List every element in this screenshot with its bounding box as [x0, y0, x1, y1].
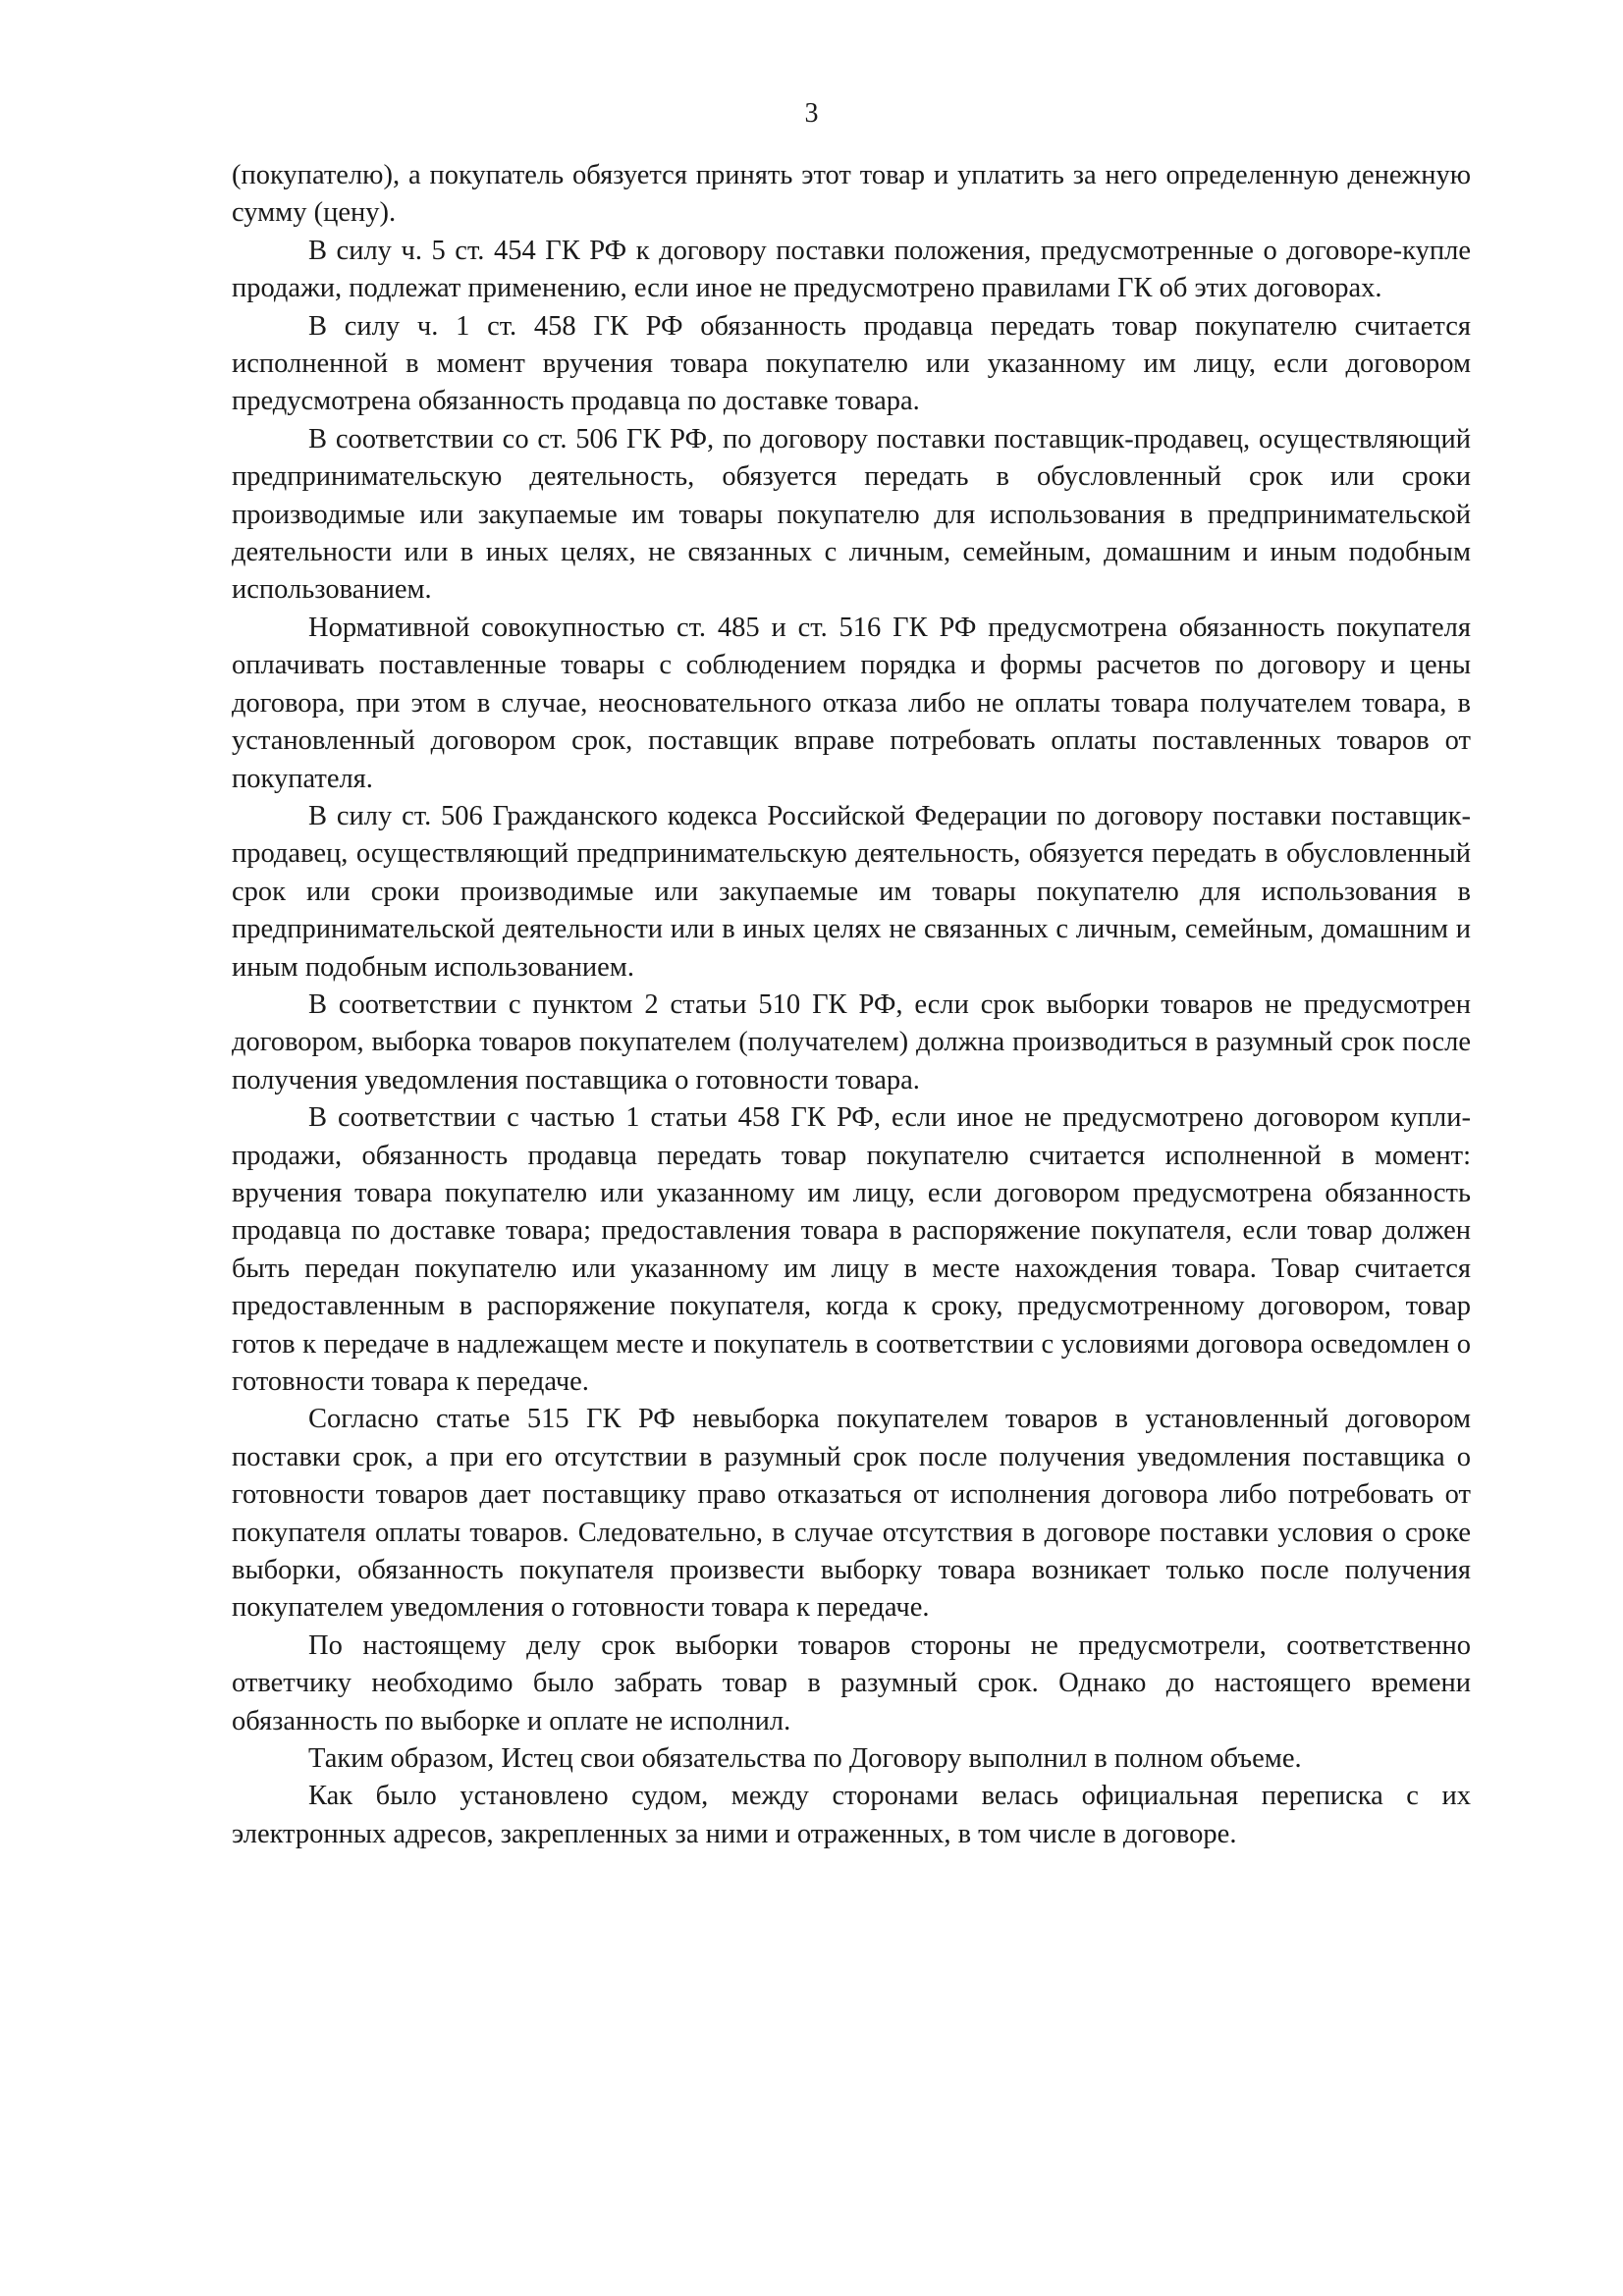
paragraph: Согласно статье 515 ГК РФ невыборка покупателем товаров в установленный договором поставки срок, а при его отсутствии в разумный срок после получения уведомления поставщика о готовности товаров дает поставщику право отказаться от исполнения договора либо потребовать от покупателя оплаты товаров. Следовательно, в случае отсутствия в договоре поставки условия о сроке выборки, обязанность покупателя произвести выборку товара возникает только после получения покупателем уведомления о готовности товара к передаче. [232, 1404, 1471, 1624]
paragraph: В соответствии со ст. 506 ГК РФ, по договору поставки поставщик-продавец, осуществляющий предпринимательскую деятельность, обязуется передать в обусловленный срок или сроки производимые или закупаемые им товары покупателю для использования в предпринимательской деятельности или в иных целях, не связанных с личным, семейным, домашним и иным подобным использованием. [232, 423, 1471, 606]
paragraph: Таким образом, Истец свои обязательства по Договору выполнил в полном объеме. [308, 1743, 1302, 1775]
paragraph: Нормативной совокупностью ст. 485 и ст. 516 ГК РФ предусмотрена обязанность покупателя оплачивать поставленные товары с соблюдением порядка и формы расчетов по договору и цены договора, при этом в случае, неосновательного отказа либо не оплаты товара получателем товара, в установленный договором срок, поставщик вправе потребовать оплаты поставленных товаров от покупателя. [232, 612, 1471, 794]
paragraph: В силу ст. 506 Гражданского кодекса Российской Федерации по договору поставки поставщик-продавец, осуществляющий предпринимательскую деятельность, обязуется передать в обусловленный срок или сроки производимые или закупаемые им товары покупателю для использования в предпринимательской деятельности или в иных целях не связанных с личным, семейным, домашним и иным подобным использованием. [232, 800, 1471, 983]
paragraph: По настоящему делу срок выборки товаров стороны не предусмотрели, соответственно ответчику необходимо было забрать товар в разумный срок. Однако до настоящего времени обязанность по выборке и оплате не исполнил. [232, 1629, 1471, 1736]
paragraph: В силу ч. 5 ст. 454 ГК РФ к договору поставки положения, предусмотренные о договоре-купле продажи, подлежат применению, если иное не предусмотрено правилами ГК об этих договорах. [232, 235, 1471, 304]
paragraph: В соответствии с частью 1 статьи 458 ГК РФ, если иное не предусмотрено договором купли-продажи, обязанность продавца передать товар покупателю считается исполненной в момент: вручения товара покупателю или указанному им лицу, если договором предусмотрена обязанность продавца по доставке товара; предоставления товара в распоряжение покупателя, если товар должен быть передан покупателю или указанному им лицу в месте нахождения товара. Товар считается предоставленным в распоряжение покупателя, когда к сроку, предусмотренному договором, товар готов к передаче в надлежащем месте и покупатель в соответствии с условиями договора осведомлен о готовности товара к передаче. [232, 1102, 1471, 1397]
paragraph-continuation: (покупателю), а покупатель обязуется принять этот товар и уплатить за него определенную денежную сумму (цену). [232, 160, 1471, 229]
paragraph: Как было установлено судом, между сторонами велась официальная переписка с их электронных адресов, закрепленных за ними и отраженных, в том числе в договоре. [232, 1781, 1471, 1849]
paragraph: В соответствии с пунктом 2 статьи 510 ГК РФ, если срок выборки товаров не предусмотрен договором, выборка товаров покупателем (получателем) должна производиться в разумный срок после получения уведомления поставщика о готовности товара. [232, 988, 1471, 1095]
page-number: 3 [804, 98, 819, 129]
paragraph: В силу ч. 1 ст. 458 ГК РФ обязанность продавца передать товар покупателю считается исполненной в момент вручения товара покупателю или указанному им лицу, если договором предусмотрена обязанность продавца по доставке товара. [232, 310, 1471, 417]
document-body [232, 157, 1471, 1853]
